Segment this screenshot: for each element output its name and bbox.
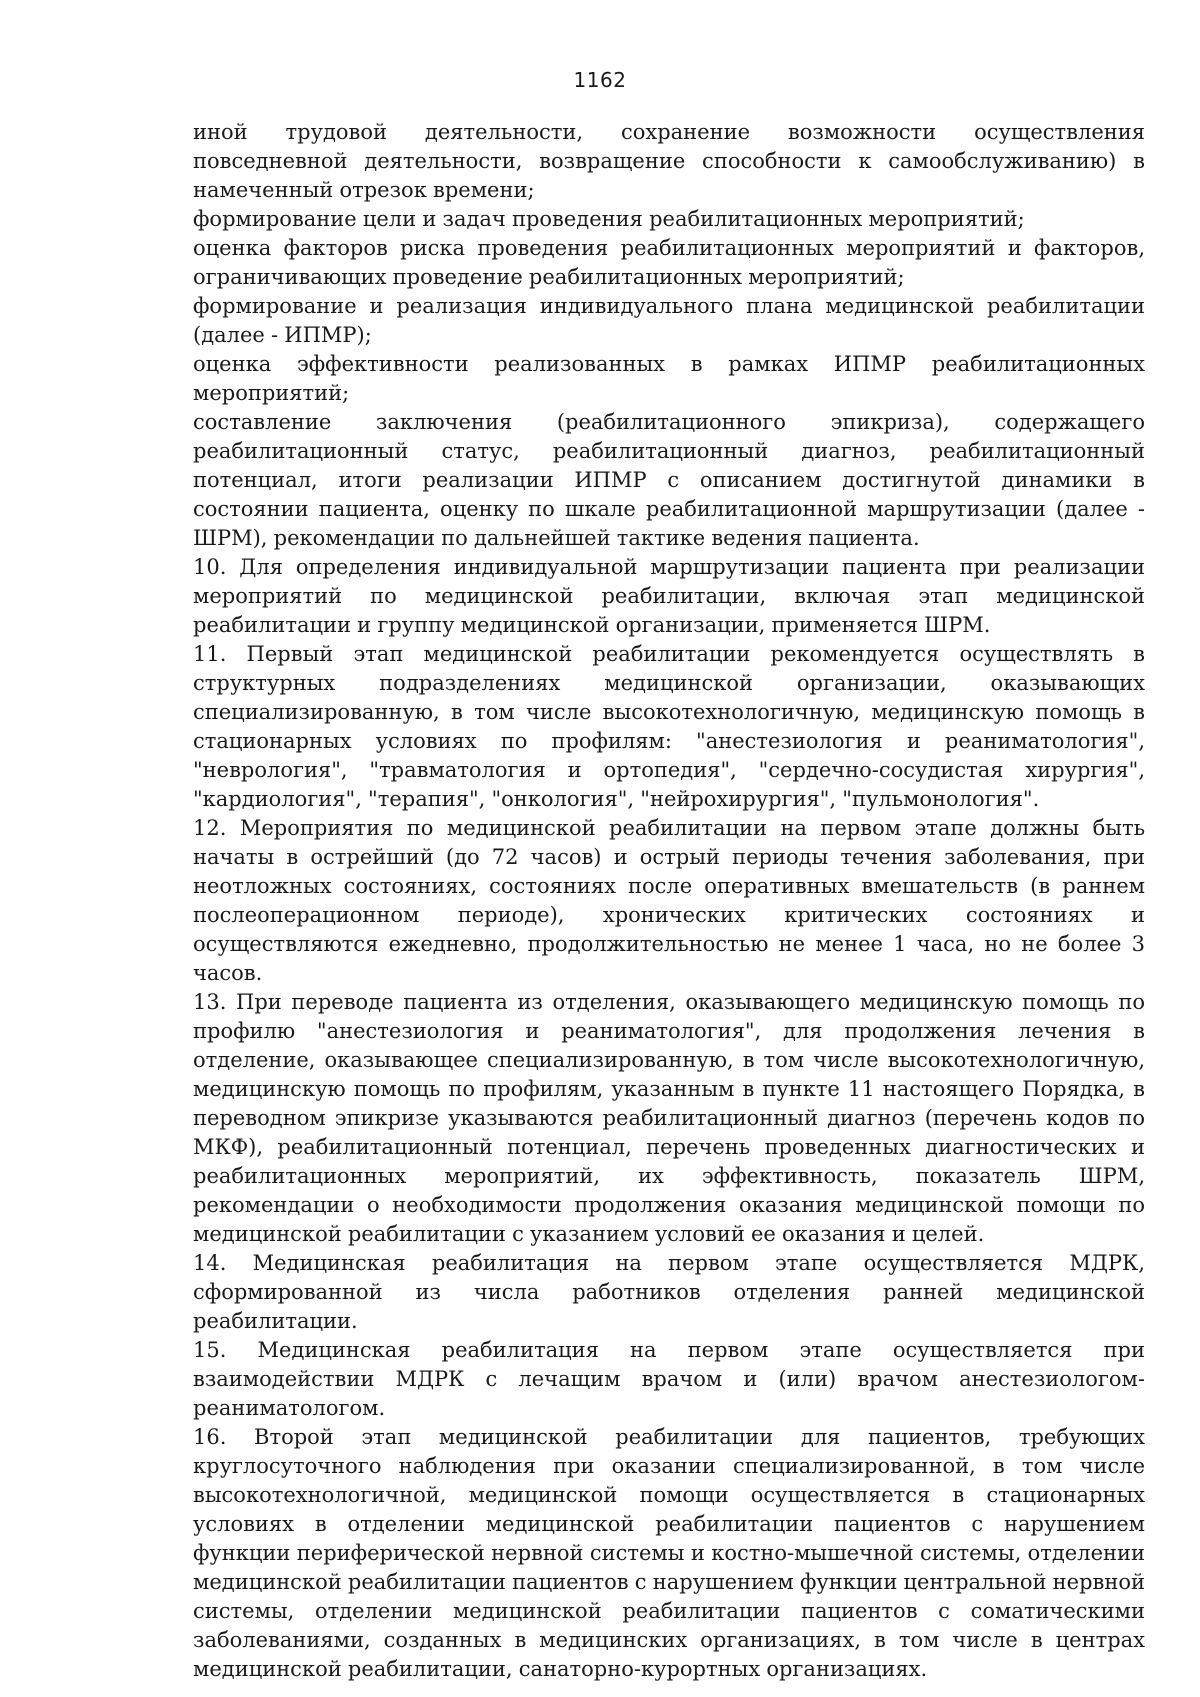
page-number: 1162 (573, 68, 627, 92)
paragraph-item-16: 16. Второй этап медицинской реабилитации для пациентов, требующих круглосуточного наблюдения при оказании специализированной, в том числе высокотехнологичной, медицинской помощи осуществляется в стационарных условиях в отделении медицинской реабилитации пациентов с нарушением функции периферической нервной системы и костно-мышечной системы, отделении медицинской реабилитации пациентов с нарушением функции центральной нервной системы, отделении медицинской реабилитации пациентов с соматическими заболеваниями, созданных в медицинских организациях, в том числе в центрах медицинской реабилитации, санаторно-курортных организациях. (193, 1425, 1145, 1681)
paragraph-item-12: 12. Мероприятия по медицинской реабилитации на первом этапе должны быть начаты в острейший (до 72 часов) и острый периоды течения заболевания, при неотложных состояниях, состояниях после оперативных вмешательств (в раннем послеоперационном периоде), хронических критических состояниях и осуществляются ежедневно, продолжительностью не менее 1 часа, но не более 3 часов. (193, 816, 1145, 985)
paragraph-item-15: 15. Медицинская реабилитация на первом этапе осуществляется при взаимодействии МДРК с лечащим врачом и (или) врачом анестезиологом-реаниматологом. (193, 1338, 1145, 1420)
paragraph-risk-factors: оценка факторов риска проведения реабилитационных мероприятий и факторов, ограничивающих проведение реабилитационных мероприятий; (193, 236, 1145, 289)
document-body (193, 118, 1145, 1684)
paragraph-conclusion: составление заключения (реабилитационного эпикриза), содержащего реабилитационный статус, реабилитационный диагноз, реабилитационный потенциал, итоги реализации ИПМР с описанием достигнутой динамики в состоянии пациента, оценку по шкале реабилитационной маршрутизации (далее - ШРМ), рекомендации по дальнейшей тактике ведения пациента. (193, 410, 1145, 550)
paragraph-ipmr: формирование и реализация индивидуального плана медицинской реабилитации (далее - ИПМР); (193, 294, 1145, 347)
paragraph-item-14: 14. Медицинская реабилитация на первом этапе осуществляется МДРК, сформированной из числа работников отделения ранней медицинской реабилитации. (193, 1251, 1145, 1333)
paragraph-item-11: 11. Первый этап медицинской реабилитации рекомендуется осуществлять в структурных подразделениях медицинской организации, оказывающих специализированную, в том числе высокотехнологичную, медицинскую помощь в стационарных условиях по профилям: "анестезиология и реаниматология", "неврология", "травматология и ортопедия", "сердечно-сосудистая хирургия", "кардиология", "терапия", "онкология", "нейрохирургия", "пульмонология". (193, 642, 1145, 811)
paragraph-effectiveness: оценка эффективности реализованных в рамках ИПМР реабилитационных мероприятий; (193, 352, 1145, 405)
paragraph-goals: формирование цели и задач проведения реабилитационных мероприятий; (193, 207, 1025, 231)
paragraph-item-13: 13. При переводе пациента из отделения, оказывающего медицинскую помощь по профилю "анестезиология и реаниматология", для продолжения лечения в отделение, оказывающее специализированную, в том числе высокотехнологичную, медицинскую помощь по профилям, указанным в пункте 11 настоящего Порядка, в переводном эпикризе указываются реабилитационный диагноз (перечень кодов по МКФ), реабилитационный потенциал, перечень проведенных диагностических и реабилитационных мероприятий, их эффективность, показатель ШРМ, рекомендации о необходимости продолжения оказания медицинской помощи по медицинской реабилитации с указанием условий ее оказания и целей. (193, 990, 1145, 1246)
paragraph-continuation: иной трудовой деятельности, сохранение возможности осуществления повседневной деятельности, возвращение способности к самообслуживанию) в намеченный отрезок времени; (193, 120, 1145, 202)
paragraph-item-10: 10. Для определения индивидуальной маршрутизации пациента при реализации мероприятий по медицинской реабилитации, включая этап медицинской реабилитации и группу медицинской организации, применяется ШРМ. (193, 555, 1145, 637)
